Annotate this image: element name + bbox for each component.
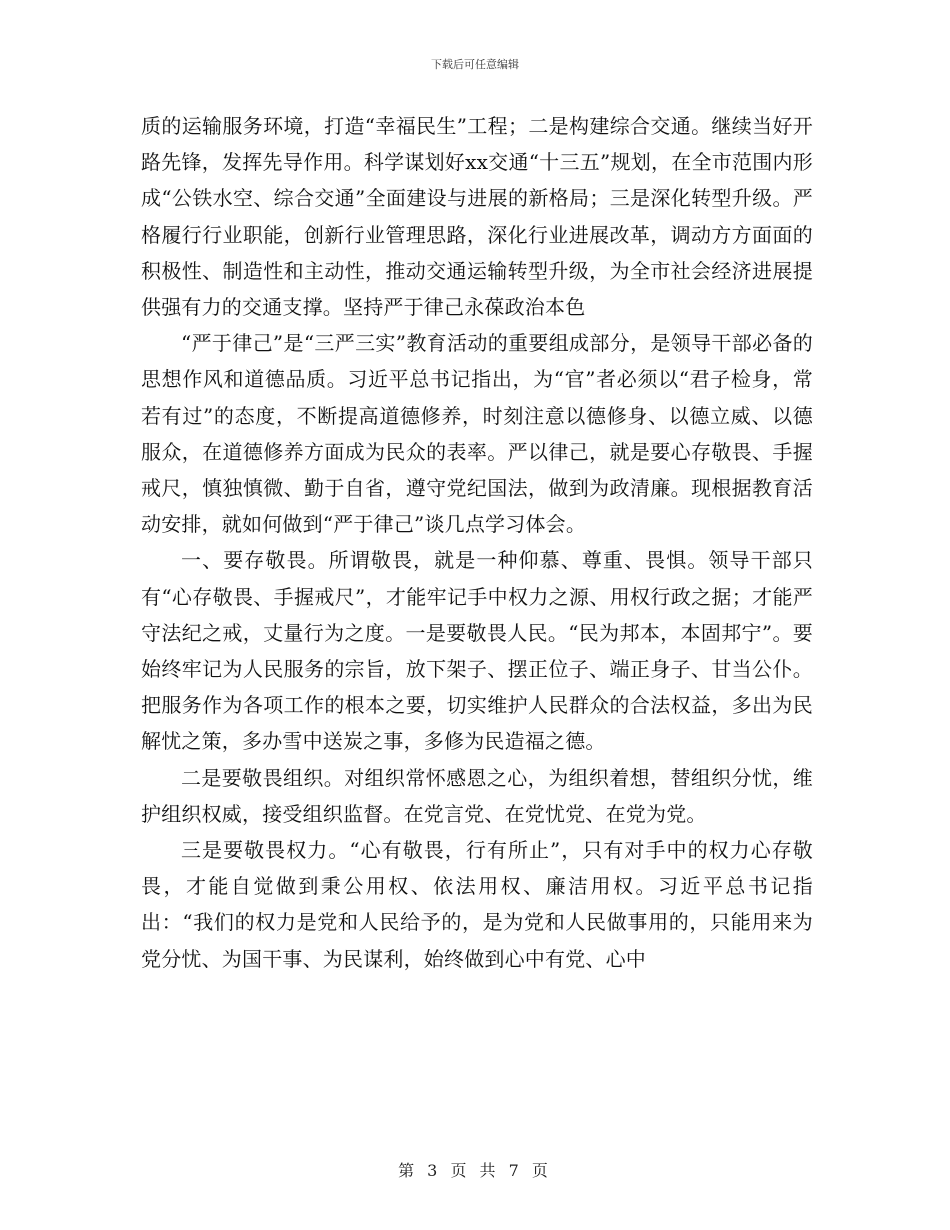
paragraph-3: 一、要存敬畏。所谓敬畏，就是一种仰慕、尊重、畏惧。领导干部只有“心存敬畏、手握戒尺”，才能牢记手中权力之源、用权行政之据；才能严守法纪之戒，丈量行为之度。一是要敬畏人民。“民为邦本，本固邦宁”。要始终牢记为人民服务的宗旨，放下架子、摆正位子、端正身子、甘当公仆。把服务作为各项工作的根本之要，切实维护人民群众的合法权益，多出为民解忧之策，多办雪中送炭之事，多修为民造福之德。 bbox=[141, 548, 813, 754]
paragraph-2: “严于律己”是“三严三实”教育活动的重要组成部分，是领导干部必备的思想作风和道德品质。习近平总书记指出，为“官”者必须以“君子检身，常若有过”的态度，不断提高道德修养，时刻注意以德修身、以德立威、以德服众，在道德修养方面成为民众的表率。严以律己，就是要心存敬畏、手握戒尺，慎独慎微、勤于自省，遵守党纪国法，做到为政清廉。现根据教育活动安排，就如何做到“严于律己”谈几点学习体会。 bbox=[141, 331, 813, 537]
paragraph-1: 质的运输服务环境，打造“幸福民生”工程；二是构建综合交通。继续当好开路先锋，发挥先导作用。科学谋划好xx交通“十三五”规划，在全市范围内形成“公铁水空、综合交通”全面建设与进展的新格局；三是深化转型升级。严格履行行业职能，创新行业管理思路，深化行业进展改革，调动方方面面的积极性、制造性和主动性，推动交通运输转型升级，为全市社会经济进展提供强有力的交通支撑。坚持严于律己永葆政治本色 bbox=[141, 114, 813, 320]
document-body bbox=[141, 108, 813, 977]
page-header-note: 下载后可任意编辑 bbox=[431, 58, 519, 71]
page-number-footer: 第 3 页 共 7 页 bbox=[398, 1161, 552, 1180]
paragraph-4: 二是要敬畏组织。对组织常怀感恩之心，为组织着想，替组织分忧，维护组织权威，接受组织监督。在党言党、在党忧党、在党为党。 bbox=[141, 765, 813, 826]
paragraph-5: 三是要敬畏权力。“心有敬畏，行有所止”，只有对手中的权力心存敬畏，才能自觉做到秉公用权、依法用权、廉洁用权。习近平总书记指出：“我们的权力是党和人民给予的，是为党和人民做事用的，只能用来为党分忧、为国干事、为民谋利，始终做到心中有党、心中 bbox=[141, 838, 813, 971]
